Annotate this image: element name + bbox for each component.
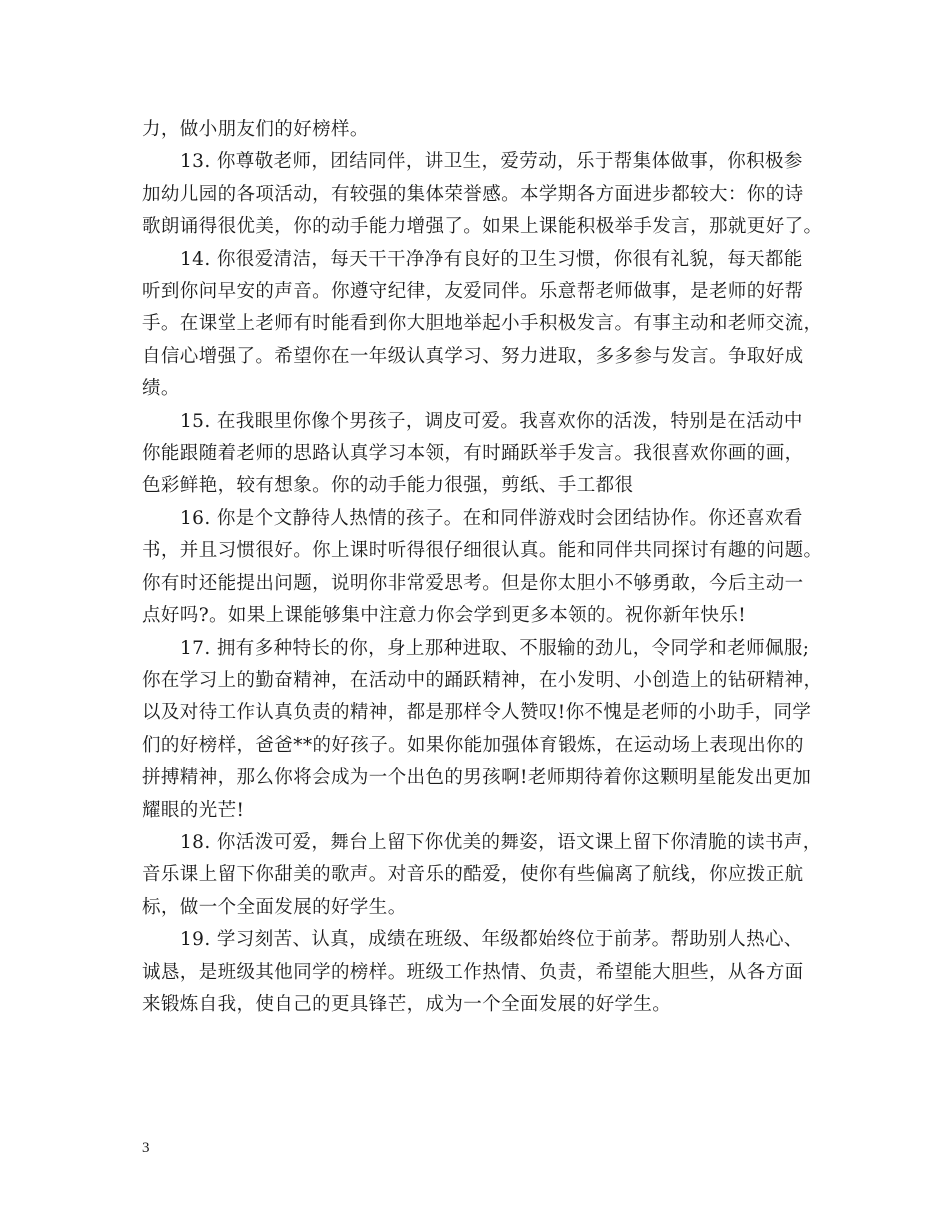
text-line: 歌朗诵得很优美，你的动手能力增强了。如果上课能积极举手发言，那就更好了。 [142, 216, 823, 238]
page-number: 3 [142, 1140, 150, 1156]
text-line: 15. 在我眼里你像个男孩子，调皮可爱。我喜欢你的活泼，特别是在活动中 [180, 410, 803, 432]
text-line: 力，做小朋友们的好榜样。 [142, 119, 369, 140]
text-line: 18. 你活泼可爱，舞台上留下你优美的舞姿，语文课上留下你清脆的读书声， [180, 831, 822, 853]
text-line: 耀眼的光芒! [142, 799, 245, 821]
text-line: 标，做一个全面发展的好学生。 [142, 896, 407, 918]
document-body [142, 114, 822, 1021]
text-line: 13. 你尊敬老师，团结同伴，讲卫生，爱劳动，乐于帮集体做事，你积极参 [180, 151, 803, 173]
text-line: 拼搏精神，那么你将会成为一个出色的男孩啊!老师期待着你这颗明星能发出更加 [142, 767, 812, 789]
text-line: 点好吗?。如果上课能够集中注意力你会学到更多本领的。祝你新年快乐! [142, 605, 747, 627]
text-line: 14. 你很爱清洁，每天干干净净有良好的卫生习惯，你很有礼貌，每天都能 [180, 248, 803, 270]
text-line: 16. 你是个文静待人热情的孩子。在和同伴游戏时会团结协作。你还喜欢看 [180, 507, 803, 529]
text-line: 19. 学习刻苦、认真，成绩在班级、年级都始终位于前茅。帮助别人热心、 [180, 929, 803, 951]
text-line: 来锻炼自我，使自己的更具锋芒，成为一个全面发展的好学生。 [142, 993, 672, 1015]
text-line: 你有时还能提出问题，说明你非常爱思考。但是你太胆小不够勇敢，今后主动一 [142, 572, 804, 594]
text-line: 自信心增强了。希望你在一年级认真学习、努力进取，多多参与发言。争取好成 [142, 345, 804, 367]
text-line: 们的好榜样，爸爸**的好孩子。如果你能加强体育锻炼，在运动场上表现出你的 [142, 734, 804, 756]
text-line: 你在学习上的勤奋精神，在活动中的踊跃精神，在小发明、小创造上的钻研精神， [142, 669, 823, 691]
text-line: 色彩鲜艳，较有想象。你的动手能力很强，剪纸、手工都很 [142, 475, 634, 497]
text-line: 绩。 [142, 378, 180, 400]
text-line: 加幼儿园的各项活动，有较强的集体荣誉感。本学期各方面进步都较大：你的诗 [142, 183, 804, 205]
text-line: 以及对待工作认真负责的精神，都是那样令人赞叹!你不愧是老师的小助手，同学 [142, 702, 812, 724]
text-line: 音乐课上留下你甜美的歌声。对音乐的酷爱，使你有些偏离了航线，你应拨正航 [142, 864, 804, 886]
text-line: 诚恳，是班级其他同学的榜样。班级工作热情、负责，希望能大胆些，从各方面 [142, 961, 804, 983]
text-line: 手。在课堂上老师有时能看到你大胆地举起小手积极发言。有事主动和老师交流， [142, 313, 823, 335]
text-line: 书，并且习惯很好。你上课时听得很仔细很认真。能和同伴共同探讨有趣的问题。 [142, 540, 823, 562]
text-line: 听到你问早安的声音。你遵守纪律，友爱同伴。乐意帮老师做事，是老师的好帮 [142, 281, 804, 303]
text-line: 你能跟随着老师的思路认真学习本领，有时踊跃举手发言。我很喜欢你画的画， [142, 443, 804, 465]
text-line: 17. 拥有多种特长的你，身上那种进取、不服输的劲儿，令同学和老师佩服; [180, 637, 810, 659]
